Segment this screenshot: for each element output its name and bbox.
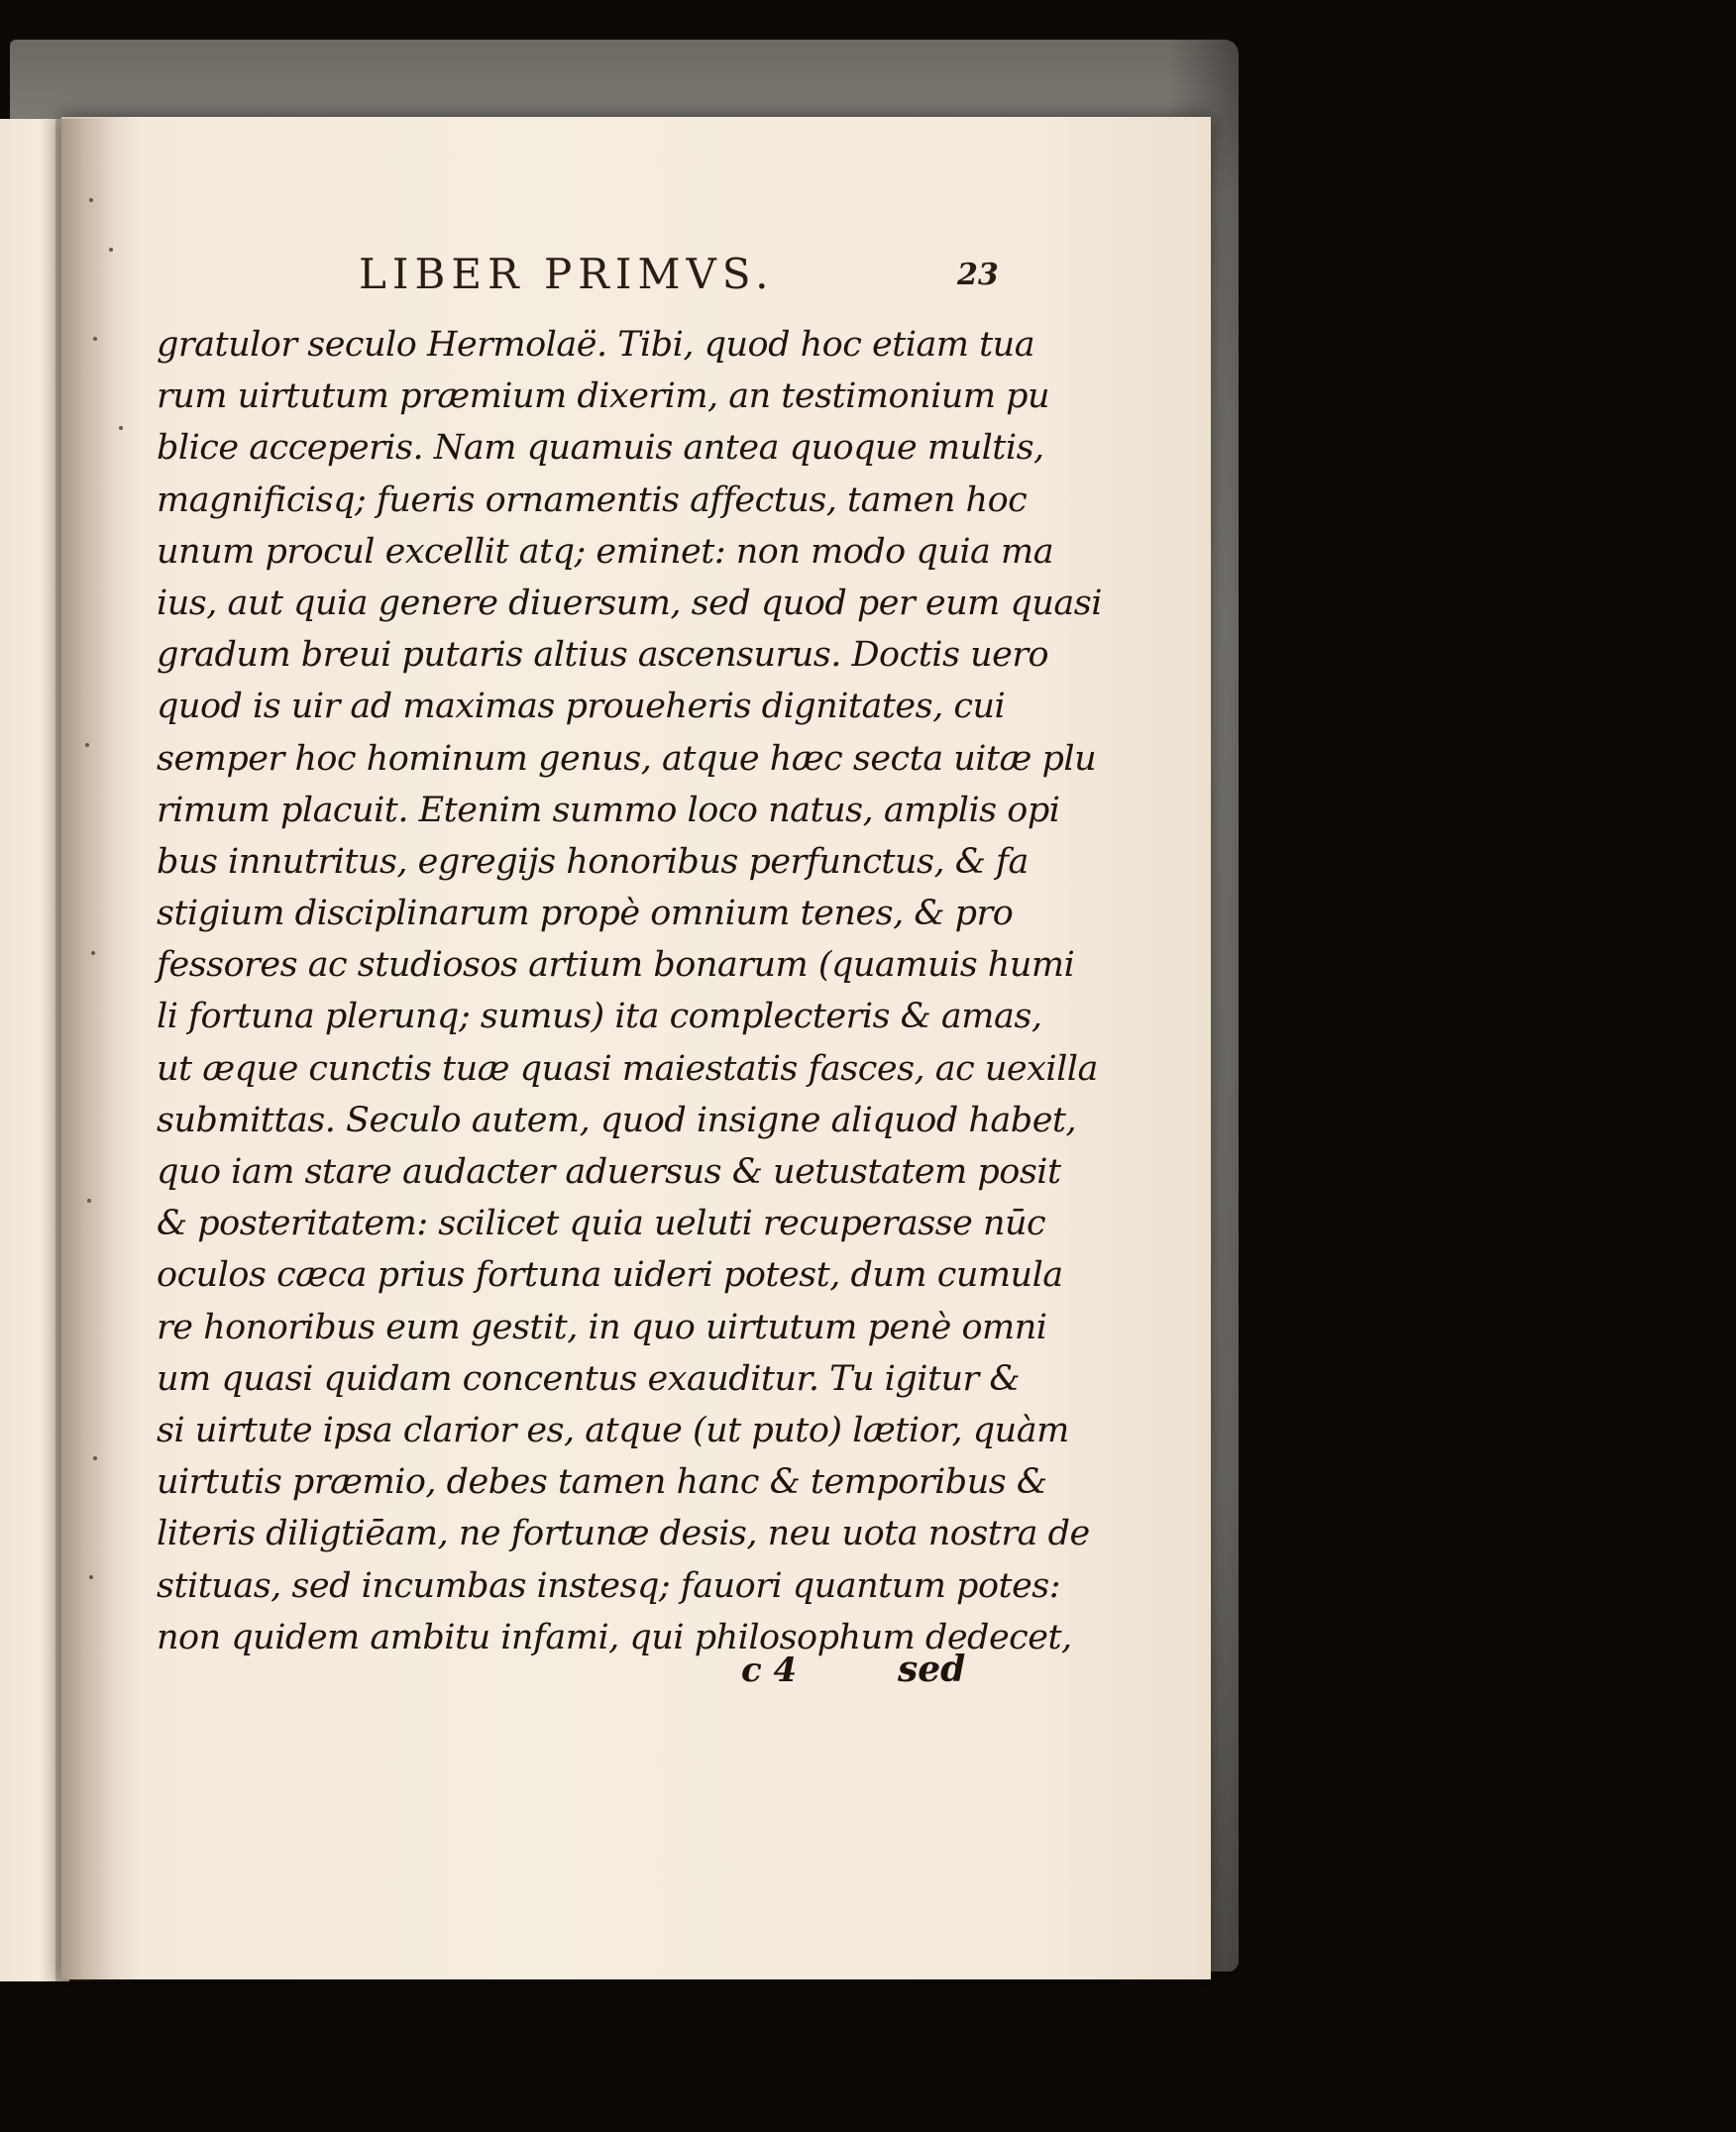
text-line: si uirtute ipsa clarior es, atque (ut puto) lætior, quàm: [157, 1410, 1069, 1450]
text-line: rum uirtutum præmium dixerim, an testimonium pu: [157, 376, 1050, 417]
text-line: gradum breui putaris altius ascensurus. Doctis uero: [157, 635, 1049, 676]
text-line: & posteritatem: scilicet quia ueluti recuperasse nūc: [157, 1204, 1046, 1244]
ink-speck: [89, 1575, 93, 1579]
running-head: LIBER PRIMVS.: [359, 250, 775, 298]
text-line: blice acceperis. Nam quamuis antea quoque multis,: [157, 428, 1044, 469]
ink-speck: [89, 198, 93, 202]
text-line: ut æque cunctis tuæ quasi maiestatis fasces, ac uexilla: [157, 1048, 1098, 1089]
text-line: submittas. Seculo autem, quod insigne aliquod habet,: [157, 1100, 1077, 1140]
ink-speck: [93, 337, 97, 341]
ink-speck: [91, 951, 95, 955]
catchword: sed: [898, 1649, 966, 1690]
text-line: fessores ac studiosos artium bonarum (quamuis humi: [157, 945, 1075, 986]
text-line: gratulor seculo Hermolaë. Tibi, quod hoc etiam tua: [157, 325, 1035, 365]
ink-speck: [119, 426, 123, 430]
text-line: magnificisq; fueris ornamentis affectus, tamen hoc: [157, 480, 1028, 520]
text-line: rimum placuit. Etenim summo loco natus, amplis opi: [157, 790, 1060, 830]
signature-mark: c 4: [741, 1651, 798, 1690]
ink-speck: [109, 248, 113, 252]
text-line: bus innutritus, egregijs honoribus perfunctus, & fa: [157, 841, 1029, 882]
text-line: um quasi quidam concentus exauditur. Tu igitur &: [157, 1358, 1021, 1399]
text-line: uirtutis præmio, debes tamen hanc & temporibus &: [157, 1462, 1047, 1503]
ink-speck: [93, 1456, 97, 1460]
ink-speck: [85, 743, 89, 747]
text-line: non quidem ambitu infami, qui philosophum dedecet,: [157, 1617, 1072, 1657]
text-line: semper hoc hominum genus, atque hæc secta uitæ plu: [157, 738, 1097, 779]
text-line: ius, aut quia genere diuersum, sed quod per eum quasi: [157, 583, 1102, 623]
text-line: quo iam stare audacter aduersus & uetustatem posit: [157, 1152, 1061, 1192]
text-line: unum procul excellit atq; eminet: non modo quia ma: [157, 531, 1054, 572]
body-text: [157, 319, 1102, 1663]
text-line: literis diligtiēam, ne fortunæ desis, neu uota nostra de: [157, 1514, 1090, 1554]
text-line: li fortuna plerunq; sumus) ita complecteris & amas,: [157, 997, 1042, 1037]
text-line: stigium disciplinarum propè omnium tenes, & pro: [157, 894, 1014, 934]
page-number: 23: [957, 258, 999, 292]
text-line: stituas, sed incumbas instesq; fauori quantum potes:: [157, 1565, 1061, 1606]
ink-speck: [87, 1199, 91, 1203]
text-line: oculos cæca prius fortuna uideri potest, dum cumula: [157, 1255, 1063, 1296]
text-line: re honoribus eum gestit, in quo uirtutum penè omni: [157, 1307, 1047, 1347]
text-line: quod is uir ad maximas proueheris dignitates, cui: [157, 687, 1006, 727]
